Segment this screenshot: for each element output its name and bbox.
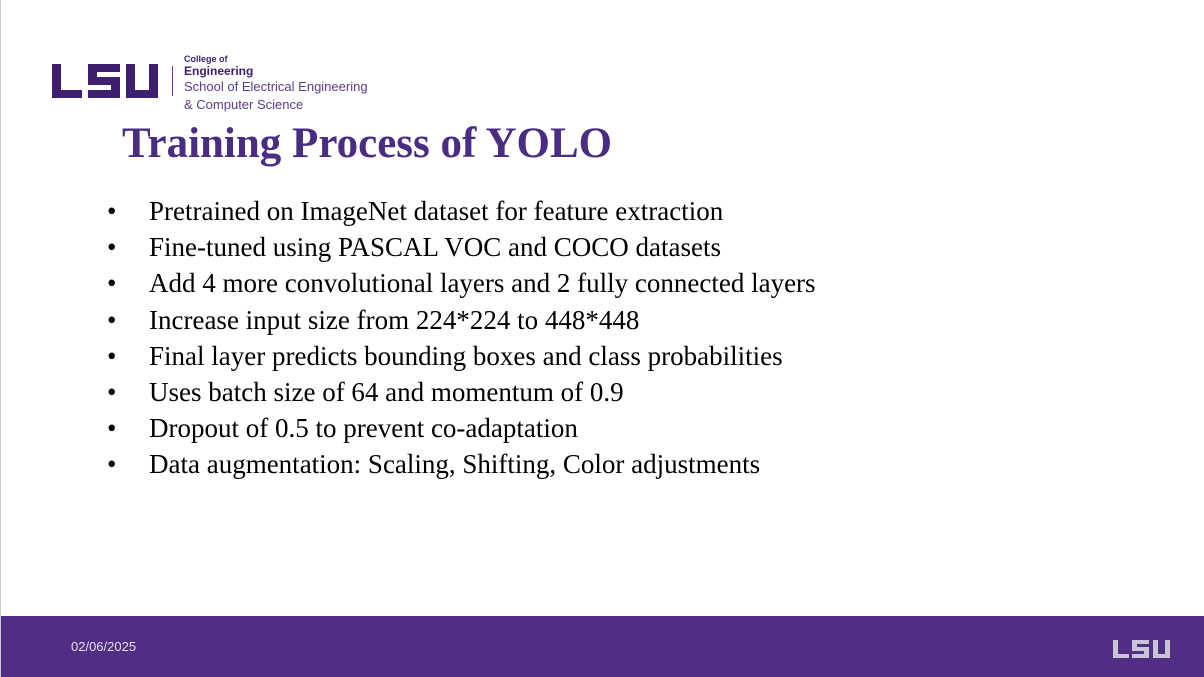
bullet-text: Add 4 more convolutional layers and 2 fully connected layers [149,268,816,299]
bullet-icon: • [107,304,117,335]
bullet-text: Pretrained on ImageNet dataset for feature extraction [149,196,724,226]
bullet-text: Increase input size from 224*224 to 448*448 [149,304,640,335]
bullet-icon: • [107,449,117,480]
logo-text [184,54,368,114]
footer-lsu-logo [1113,640,1171,658]
logo-school-label: School of Electrical Engineering [184,79,368,94]
logo-engineering-label: Engineering [184,64,254,78]
bullet-icon: • [107,376,117,407]
slide-title: Training Process of YOLO [122,120,613,167]
bullet-text: Data augmentation: Scaling, Shifting, Color adjustments [149,449,761,480]
logo-college-label: College of [184,54,228,64]
bullet-text: Dropout of 0.5 to prevent co-adaptation [149,413,578,444]
footer-bar [1,616,1204,677]
bullet-icon: • [107,232,117,263]
logo-divider [172,66,173,96]
bullet-icon: • [107,340,117,371]
footer-date: 02/06/2025 [71,639,137,654]
bullet-icon: • [107,268,117,299]
bullet-text: Fine-tuned using PASCAL VOC and COCO datasets [149,232,722,263]
bullet-icon: • [107,413,117,444]
bullet-text: Final layer predicts bounding boxes and class probabilities [149,340,783,371]
bullet-icon: • [107,196,117,226]
bullet-text: Uses batch size of 64 and momentum of 0.9 [149,376,624,407]
lsu-wordmark-logo [52,64,160,98]
logo-cs-label: & Computer Science [184,97,304,112]
